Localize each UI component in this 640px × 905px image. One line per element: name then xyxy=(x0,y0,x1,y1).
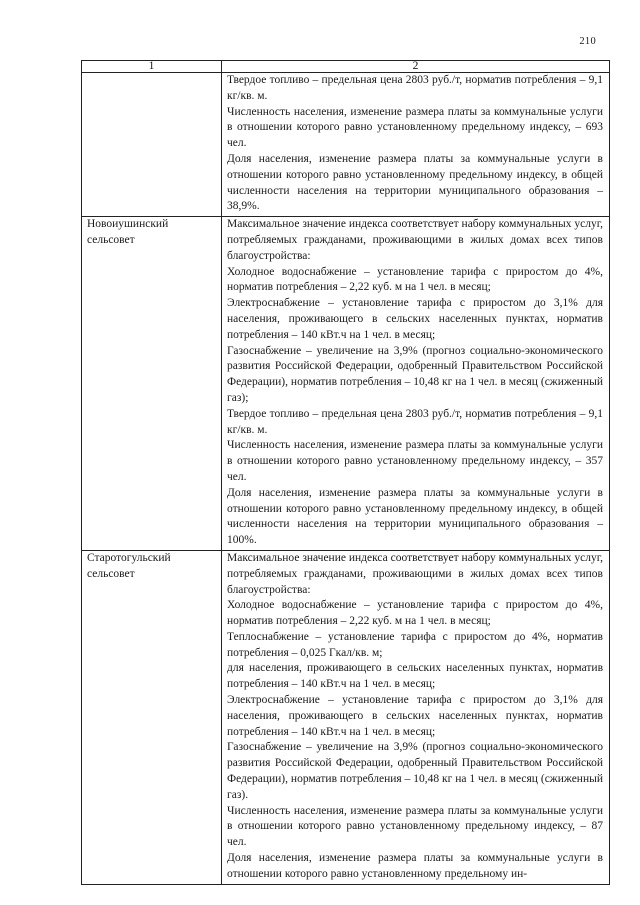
content-cell xyxy=(222,73,610,217)
paragraph: Твердое топливо – предельная цена 2803 руб./т, норматив потребления – 9,1 кг/кв. м. xyxy=(227,407,603,436)
paragraph: Доля населения, изменение размера платы за коммунальные услуги в отношении которого равно установленному предельному ин- xyxy=(227,852,603,880)
municipality-name-cell xyxy=(82,73,222,217)
table-row-novoiushinsky xyxy=(82,217,610,551)
table-row-continuation xyxy=(82,73,610,217)
paragraph: Численность населения, изменение размера платы за коммунальные услуги в отношении которого равно установленному предельному индексу, – 357 чел. xyxy=(227,439,603,483)
paragraph: Теплоснабжение – установление тарифа с приростом до 4%, норматив потребления – 0,025 Гкал/кв. м; xyxy=(227,630,603,659)
content-cell xyxy=(222,217,610,551)
municipality-name: Новоиушинский сельсовет xyxy=(82,217,222,551)
header-col-2: 2 xyxy=(222,61,610,73)
paragraph: Электроснабжение – установление тарифа с приростом до 3,1% для населения, проживающего в сельских населенных пунктах, норматив потребления – 140 кВт.ч на 1 чел. в месяц; xyxy=(227,297,603,341)
header-col-1: 1 xyxy=(82,61,222,73)
table-header-row xyxy=(82,61,610,73)
municipality-name: Старотогульский сельсовет xyxy=(82,550,222,884)
paragraph: Численность населения, изменение размера платы за коммунальные услуги в отношении которого равно установленному предельному индексу, – 87 чел. xyxy=(227,804,603,849)
paragraph: Холодное водоснабжение – установление тарифа с приростом до 4%, норматив потребления – 2,22 куб. м на 1 чел. в месяц; xyxy=(227,265,603,294)
page-number: 210 xyxy=(579,36,596,47)
paragraph: Газоснабжение – увеличение на 3,9% (прогноз социально-экономического развития Российской Федерации, одобренный Правительством Российской Федерации), норматив потребления – 10,48 кг на 1 чел. в месяц (сжиженный газ). xyxy=(227,741,603,801)
paragraph: Доля населения, изменение размера платы за коммунальные услуги в отношении которого равно установленному предельному индексу, в общей численности населения на территории муниципального образования – 100%. xyxy=(227,486,603,547)
utility-index-table xyxy=(81,60,610,885)
paragraph: Холодное водоснабжение – установление тарифа с приростом до 4%, норматив потребления – 2,22 куб. м на 1 чел. в месяц; xyxy=(227,599,603,628)
paragraph: Максимальное значение индекса соответствует набору коммунальных услуг, потребляемых гражданами, проживающими в жилых домах всех типов благоустройства: xyxy=(227,551,603,596)
paragraph: Твердое топливо – предельная цена 2803 руб./т, норматив потребления – 9,1 кг/кв. м. xyxy=(227,74,603,102)
table-row-starotogulsky xyxy=(82,550,610,884)
paragraph: Газоснабжение – увеличение на 3,9% (прогноз социально-экономического развития Российской Федерации, одобренный Правительством Российской Федерации), норматив потребления – 10,48 кг на 1 чел. в месяц (сжиженный газ); xyxy=(227,344,603,404)
paragraph: Численность населения, изменение размера платы за коммунальные услуги в отношении которого равно установленному предельному индексу, – 693 чел. xyxy=(227,105,603,150)
paragraph: Электроснабжение – установление тарифа с приростом до 3,1% для населения, проживающего в сельских населенных пунктах, норматив потребления – 140 кВт.ч на 1 чел. в месяц; xyxy=(227,694,603,738)
paragraph: для населения, проживающего в сельских населенных пунктах, норматив потребления – 140 кВт.ч на 1 чел. в месяц; xyxy=(227,662,603,691)
paragraph: Доля населения, изменение размера платы за коммунальные услуги в отношении которого равно установленному предельному индексу, в общей численности населения на территории муниципального образования – 38,9%. xyxy=(227,152,603,213)
content-cell xyxy=(222,550,610,884)
paragraph: Максимальное значение индекса соответствует набору коммунальных услуг, потребляемых гражданами, проживающими в жилых домах всех типов благоустройства: xyxy=(227,218,603,262)
